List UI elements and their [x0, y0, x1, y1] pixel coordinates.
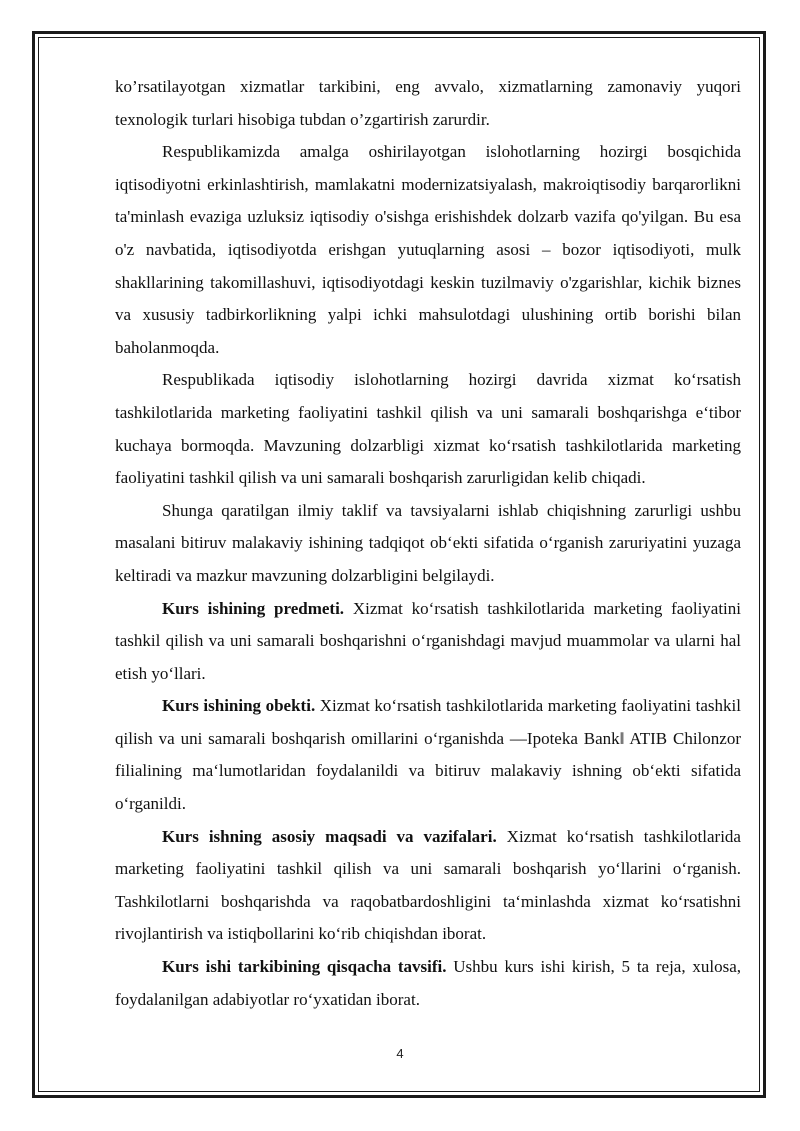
page-number: 4: [396, 1046, 404, 1061]
paragraph-object: [115, 690, 741, 820]
paragraph-2: [115, 136, 741, 364]
paragraph-text: ko’rsatilayotgan xizmatlar tarkibini, eng avvalo, xizmatlarning zamonaviy yuqori texnologik turlari hisobiga tubdan o’zgartirish zarurdir.: [115, 77, 741, 129]
paragraph-subject: [115, 593, 741, 691]
paragraph-3: [115, 364, 741, 494]
paragraph-text: Respublikamizda amalga oshirilayotgan islohotlarning hozirgi bosqichida iqtisodiyotni erkinlashtirish, mamlakatni modernizatsiyalash, makroiqtisodiy barqarorlikni ta'minlash evaziga uzluksiz iqtisodiy o'sishga erishishdek dolzarb vazifa qo'yilgan. Bu esa o'z navbatida, iqtisodiyotda erishgan yutuqlarning asosi – bozor iqtisodiyoti, mulk shakllarining takomillashuvi, iqtisodiyotdagi keskin tuzilmaviy o'zgarishlar, kichik biznes va xususiy tadbirkorlikning yalpi ichki mahsulotdagi ulushining ortib borishi bilan baholanmoqda.: [115, 142, 741, 357]
paragraph-4: [115, 495, 741, 593]
paragraph-text: Xizmat ko‘rsatish tashkilotlarida marketing faoliyatini tashkil qilish va uni samarali boshqarishni o‘rganishdagi mavjud muammolar va ularni hal etish yo‘llari.: [115, 598, 742, 683]
paragraph-text: Shunga qaratilgan ilmiy taklif va tavsiyalarni ishlab chiqishning zarurligi ushbu masalani bitiruv malakaviy ishining tadqiqot ob‘ekti sifatida o‘rganish zaruriyatini yuzaga keltiradi va mazkur mavzuning dolzarbligini belgilaydi.: [115, 500, 741, 585]
paragraph-structure: [115, 951, 741, 1016]
paragraph-text: Respublikada iqtisodiy islohotlarning hozirgi davrida xizmat ko‘rsatish tashkilotlarida marketing faoliyatini tashkil qilish va uni samarali boshqarishga e‘tibor kuchaya bormoqda. Mavzuning dolzarbligi xizmat ko‘rsatish tashkilotlarida marketing faoliyatini tashkil qilish va uni samarali boshqarish zarurligidan kelib chiqadi.: [115, 370, 741, 488]
paragraph-heading: Kurs ishining predmeti.: [162, 598, 345, 618]
document-body: [115, 71, 741, 1016]
paragraph-text: Xizmat ko‘rsatish tashkilotlarida marketing faoliyatini tashkil qilish va uni samarali boshqarish omillarini o‘rganishda ―Ipoteka Bank‖ ATIB Chilonzor filialining ma‘lumotlaridan foydalanildi va bitiruv malakaviy ishning ob‘ekti sifatida o‘rganildi.: [115, 696, 741, 814]
paragraph-heading: Kurs ishning asosiy maqsadi va vazifalari.: [162, 826, 497, 846]
paragraph-goals: [115, 821, 741, 951]
paragraph-heading: Kurs ishi tarkibining qisqacha tavsifi.: [162, 957, 447, 977]
paragraph-text: Ushbu kurs ishi kirish, 5 ta reja, xulosa, foydalanilgan adabiyotlar ro‘yxatidan iborat.: [115, 957, 741, 1009]
paragraph-1: [115, 71, 741, 136]
paragraph-heading: Kurs ishining obekti.: [162, 696, 316, 716]
paragraph-text: Xizmat ko‘rsatish tashkilotlarida marketing faoliyatini tashkil qilish va uni samarali boshqarish yo‘llarini o‘rganish. Tashkilotlarni boshqarishda va raqobatbardoshligini ta‘minlashda xizmat ko‘rsatishni rivojlantirish va istiqbollarini ko‘rib chiqishdan iborat.: [115, 826, 741, 944]
